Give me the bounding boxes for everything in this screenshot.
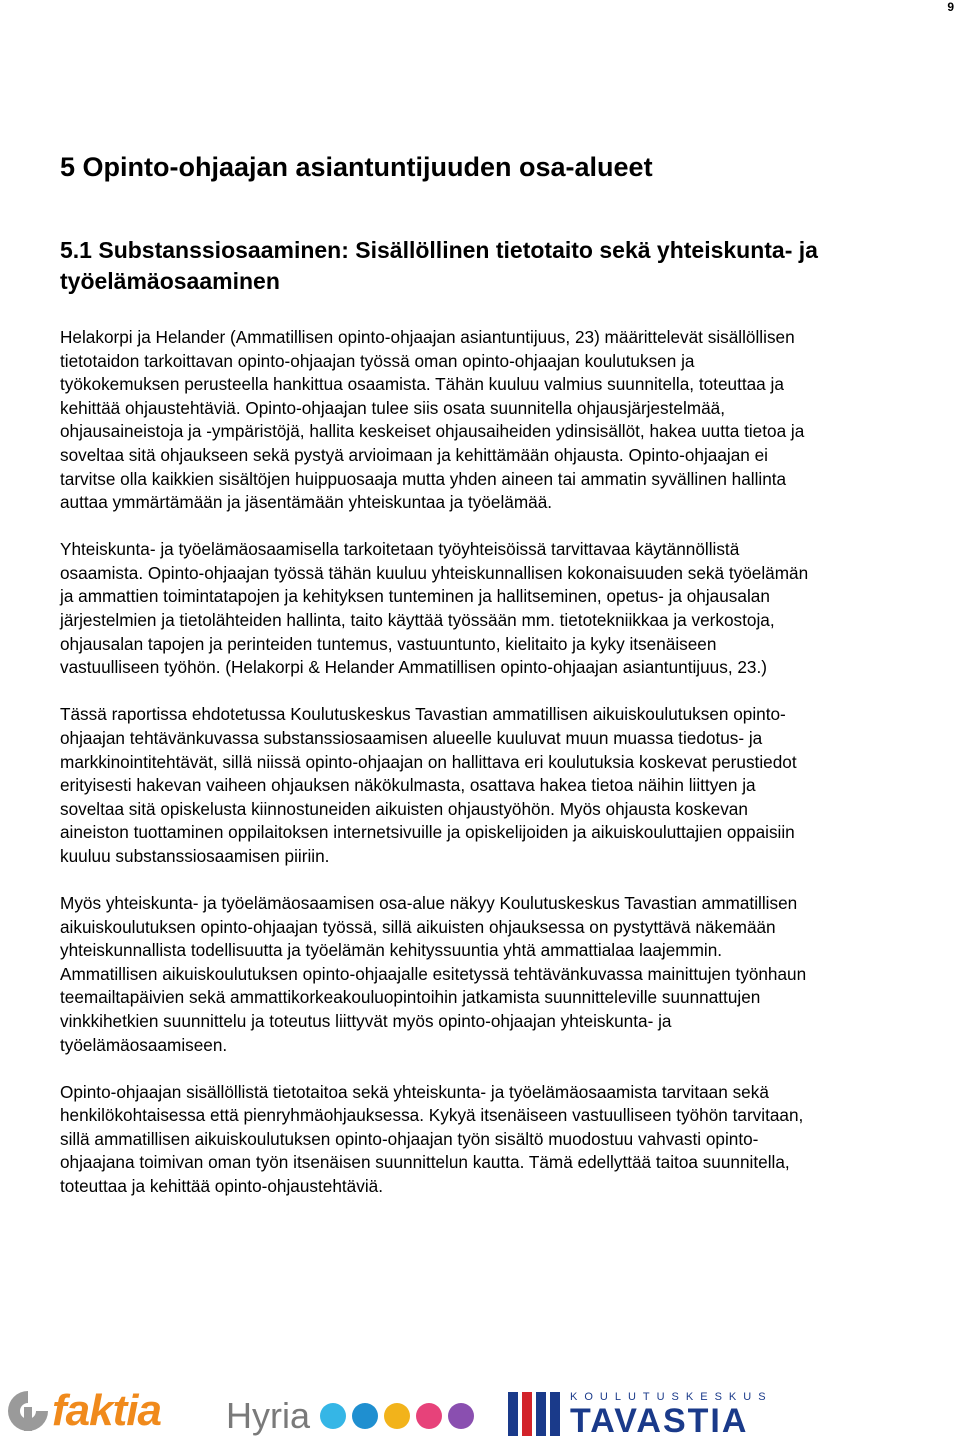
- text-line: Tässä raportissa ehdotetussa Koulutuskeskus Tavastian ammatillisen aikuiskoulutuksen opinto-: [60, 704, 786, 725]
- faktia-mark-icon: [6, 1389, 50, 1433]
- section-heading: 5 Opinto-ohjaajan asiantuntijuuden osa-alueet: [60, 152, 653, 182]
- paragraph-2: [60, 538, 960, 680]
- text-line: aineiston tuottaminen oppilaitoksen internetsivuille ja opiskelijoiden ja aikuiskouluttajien oppaisiin: [60, 822, 795, 843]
- text-line: teemailtapäivien sekä ammattikorkeakouluopintoihin jatkamista suunnitteleville suunnattujen: [60, 987, 761, 1008]
- text-line: henkilökohtaisessa että pienryhmäohjauksessa. Kykyä itsenäiseen vastuulliseen työhön tarvitaan,: [60, 1105, 804, 1126]
- text-line: tarvitse olla kaikkien sisältöjen huippuosaaja mutta yhden aineen tai ammatin syvällinen hallinta: [60, 468, 787, 489]
- text-line: kehittää ohjaustehtäviä. Opinto-ohjaajan tulee siis osata suunnitella ohjausjärjestelmää,: [60, 397, 726, 418]
- text-line: vastuulliseen työhön. (Helakorpi & Helander Ammatillisen opinto-ohjaajan asiantuntijuus, 23.): [60, 657, 767, 678]
- text-line: erityisesti hakevan vaiheen ohjauksen näkökulmasta, osattava hakea tietoa näihin liittyen ja: [60, 775, 756, 796]
- text-line: Opinto-ohjaajan sisällöllistä tietotaitoa sekä yhteiskunta- ja työelämäosaamista tarvitaan sekä: [60, 1081, 769, 1102]
- body-text: [60, 326, 960, 1222]
- text-line: Ammatillisen aikuiskoulutuksen opinto-ohjaajalle esitetyssä tehtävänkuvassa mainittujen työnhaun: [60, 963, 807, 984]
- text-line: ohjausalan tapojen ja perinteiden tuntemus, vastuuntunto, kielitaito ja kyky itsenäiseen: [60, 633, 717, 654]
- text-line: sillä ammatillisen aikuiskoulutuksen opinto-ohjaajan työn sisältö muodostuu vahvasti opinto-: [60, 1128, 759, 1149]
- tavastia-small-text: KOULUTUSKESKUS: [570, 1391, 773, 1403]
- text-line: markkinointitehtävät, sillä niissä opinto-ohjaajan on hallittava eri koulutuksia koskevat perustiedot: [60, 751, 797, 772]
- subsection-heading: 5.1 Substanssiosaaminen: Sisällöllinen tietotaito sekä yhteiskunta- ja työelämäosaaminen: [60, 237, 818, 294]
- hyria-wordmark: Hyria: [226, 1395, 311, 1436]
- text-line: yhteiskunnallista todellisuutta ja työelämän kehityssuuntia yhtä ammattialaa laajemmin.: [60, 940, 723, 961]
- faktia-wordmark: faktia: [52, 1386, 161, 1435]
- text-line: toteuttaa ja kehittää opinto-ohjaustehtäviä.: [60, 1176, 383, 1196]
- paragraph-5: [60, 1081, 960, 1199]
- text-line: työelämäosaamiseen.: [60, 1034, 228, 1055]
- hyria-dots: [320, 1403, 480, 1429]
- hyria-dot: [320, 1403, 346, 1429]
- hyria-dot: [352, 1403, 378, 1429]
- hyria-logo: [226, 1396, 480, 1436]
- text-line: auttaa ymmärtämään ja jäsentämään yhteiskuntaa ja työelämää.: [60, 492, 553, 513]
- paragraph-1: [60, 326, 960, 515]
- tavastia-mark-icon: [508, 1392, 562, 1436]
- text-line: Yhteiskunta- ja työelämäosaamisella tarkoitetaan työyhteisöissä tarvittavaa käytännöllistä: [60, 539, 740, 560]
- hyria-dot: [384, 1403, 410, 1429]
- page-number: 9: [947, 0, 954, 14]
- tavastia-logo: [508, 1390, 773, 1438]
- text-line: järjestelmien ja tietolähteiden hallinta, taito käyttää työssään mm. tietotekniikkaa ja verkostoja,: [60, 610, 775, 631]
- text-line: soveltaa sitä ohjaukseen sekä pystyä arvioimaan ja kehittämään ohjausta. Opinto-ohjaajan ei: [60, 444, 768, 465]
- text-line: kuuluu substanssiosaamisen piiriin.: [60, 845, 330, 866]
- text-line: ohjaajan tehtävänkuvassa substanssiosaamisen alueelle kuuluvat muun muassa tiedotus- ja: [60, 727, 763, 748]
- text-line: osaamista. Opinto-ohjaajan työssä tähän kuuluu yhteiskunnallisen kokonaisuuden sekä työelämän: [60, 562, 809, 583]
- hyria-dot: [416, 1403, 442, 1429]
- text-line: ohjausaineistoja ja -ympäristöjä, hallita keskeiset ohjausaiheiden ydinsisällöt, hakea uutta tietoa ja: [60, 421, 805, 442]
- paragraph-4: [60, 892, 960, 1057]
- text-line: työkokemuksen perusteella hankittua osaamista. Tähän kuuluu valmius suunnitella, toteuttaa ja: [60, 374, 784, 395]
- text-line: soveltaa sitä opiskelusta kiinnostuneiden aikuisten ohjaustyöhön. Myös ohjausta koskevan: [60, 798, 748, 819]
- footer-logos: [0, 1380, 960, 1444]
- tavastia-wordmark: [570, 1390, 773, 1438]
- text-line: Myös yhteiskunta- ja työelämäosaamisen osa-alue näkyy Koulutuskeskus Tavastian ammatillisen: [60, 892, 798, 913]
- tavastia-big-text: TAVASTIA: [570, 1402, 749, 1440]
- text-line: tietotaidon tarkoittavan opinto-ohjaajan työssä oman opinto-ohjaajan koulutuksen ja: [60, 350, 695, 371]
- hyria-dot: [448, 1403, 474, 1429]
- paragraph-3: [60, 703, 960, 868]
- text-line: aikuiskoulutuksen opinto-ohjaajan työssä, sillä aikuisten ohjauksessa on pystyttävä näkemään: [60, 916, 776, 937]
- text-line: vinkkihetkien suunnittelu ja toteutus liittyvät myös opinto-ohjaajan yhteiskunta- ja: [60, 1010, 672, 1031]
- text-line: ohjaajana toimivan oman työn itsenäisen suunnittelun kautta. Tämä edellyttää taitoa suunnitella,: [60, 1152, 790, 1173]
- text-line: Helakorpi ja Helander (Ammatillisen opinto-ohjaajan asiantuntijuus, 23) määrittelevät sisällöllisen: [60, 327, 795, 347]
- text-line: ja ammattien toimintatapojen ja kehityksen tunteminen ja hallitseminen, opetus- ja ohjausalan: [60, 586, 770, 607]
- faktia-logo: [6, 1388, 161, 1434]
